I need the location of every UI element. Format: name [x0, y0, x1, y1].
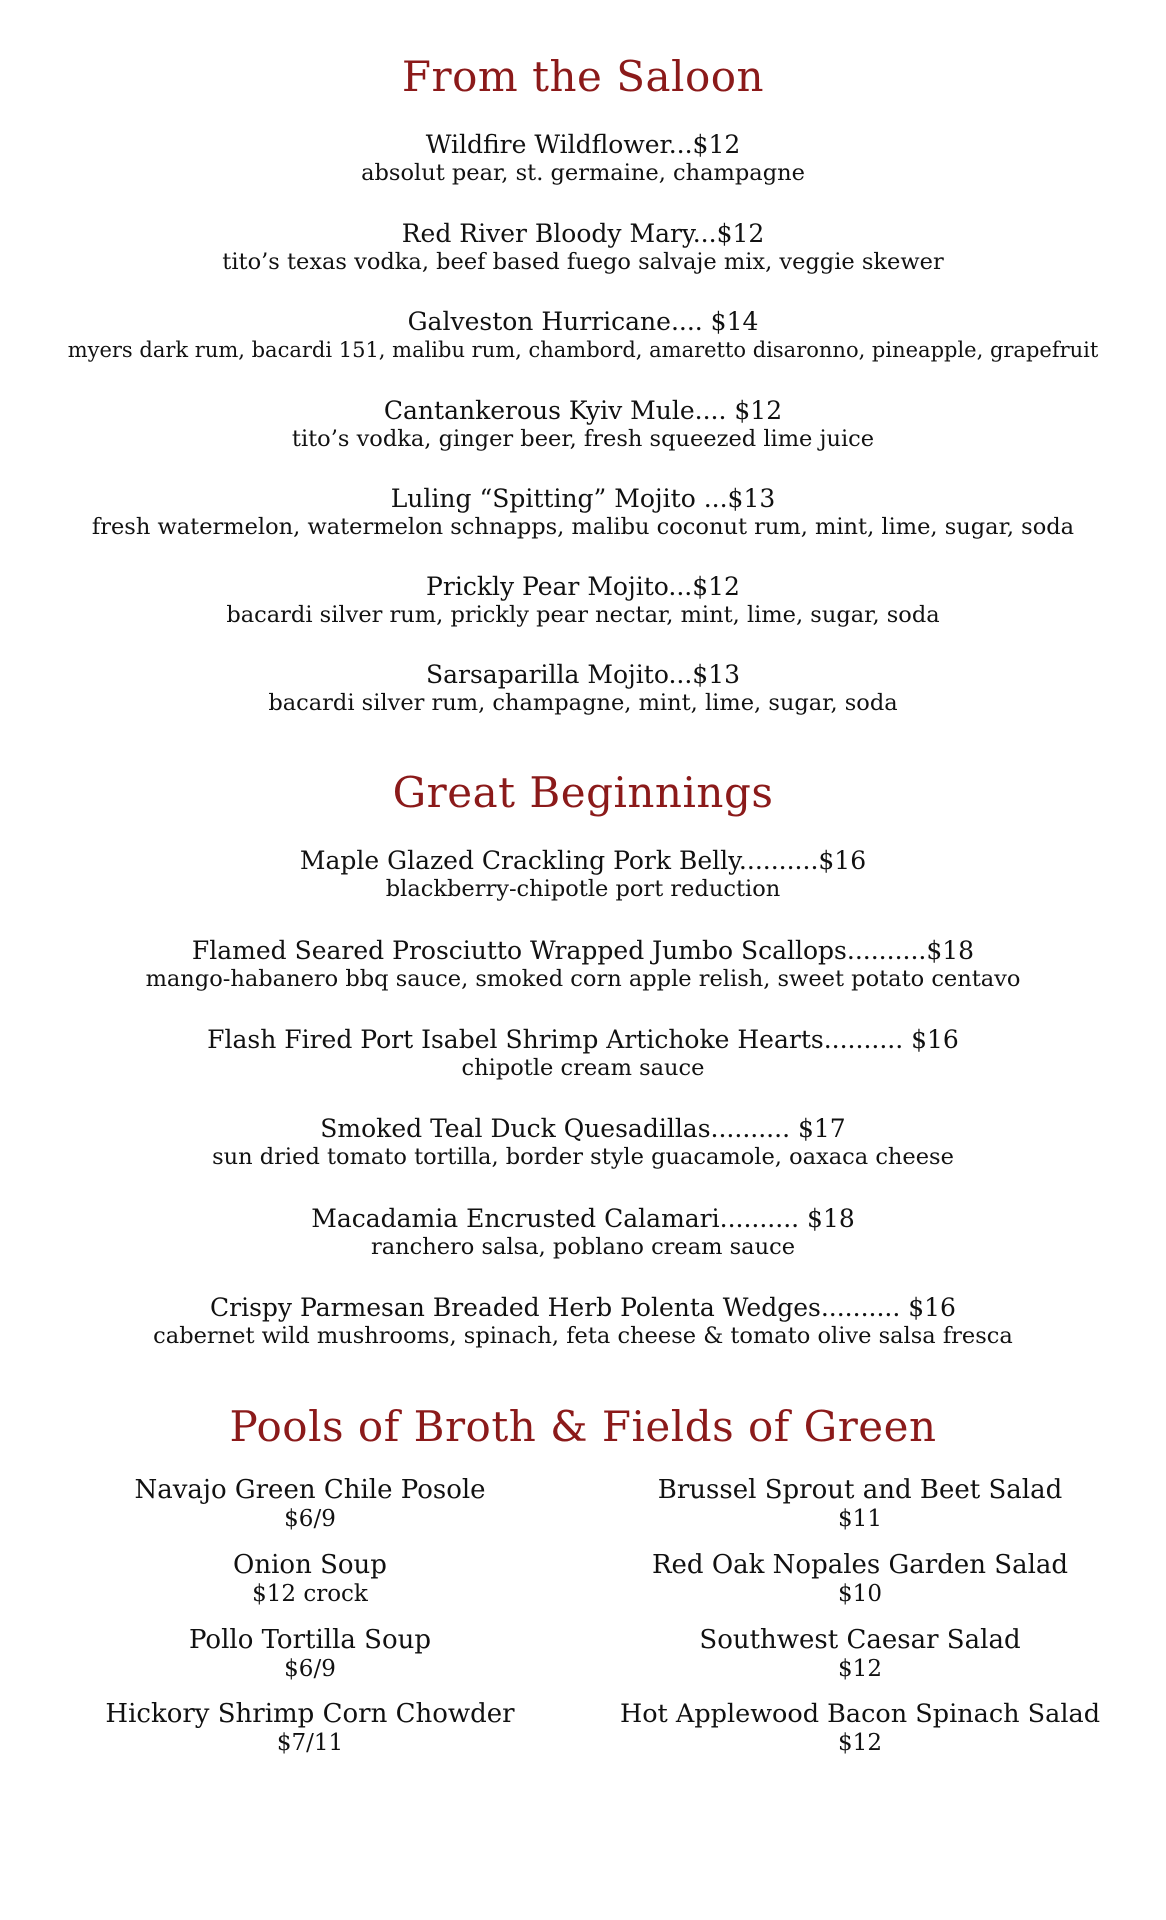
soup-item: [90, 1624, 530, 1682]
item-name: Cantankerous Kyiv Mule.... $12: [383, 396, 783, 425]
item-price: $12: [838, 1656, 882, 1682]
item-description: cabernet wild mushrooms, spinach, feta cheese & tomato olive salsa fresca: [153, 1323, 1013, 1349]
item-name: Crispy Parmesan Breaded Herb Polenta Wedges.......... $16: [210, 1293, 956, 1322]
menu-item: [0, 936, 1166, 993]
item-name: Flamed Seared Prosciutto Wrapped Jumbo Scallops..........$18: [191, 936, 975, 965]
item-name: Pollo Tortilla Soup: [188, 1625, 432, 1655]
item-price: $6/9: [284, 1506, 336, 1532]
menu-item: [0, 307, 1166, 364]
item-description: bacardi silver rum, prickly pear nectar, mint, lime, sugar, soda: [226, 602, 940, 628]
menu-item: [0, 484, 1166, 541]
menu-item: [0, 1293, 1166, 1350]
section-title-beginnings: Great Beginnings: [392, 768, 774, 817]
item-name: Smoked Teal Duck Quesadillas.......... $17: [320, 1114, 846, 1143]
item-description: chipotle cream sauce: [461, 1055, 705, 1081]
item-name: Prickly Pear Mojito...$12: [426, 572, 740, 601]
item-name: Southwest Caesar Salad: [699, 1625, 1021, 1655]
menu-item: [0, 572, 1166, 629]
section-title-saloon: From the Saloon: [401, 52, 765, 101]
item-description: fresh watermelon, watermelon schnapps, malibu coconut rum, mint, lime, sugar, soda: [91, 514, 1075, 540]
item-name: Onion Soup: [233, 1550, 387, 1580]
item-description: blackberry-chipotle port reduction: [385, 876, 781, 902]
item-price: $7/11: [276, 1730, 344, 1756]
item-price: $10: [838, 1581, 882, 1607]
item-description: sun dried tomato tortilla, border style guacamole, oaxaca cheese: [212, 1144, 954, 1170]
item-price: $12 crock: [252, 1581, 368, 1607]
item-name: Luling “Spitting” Mojito ...$13: [390, 484, 776, 513]
item-name: Red Oak Nopales Garden Salad: [651, 1550, 1069, 1580]
menu-item: [0, 1025, 1166, 1082]
salad-item: [610, 1624, 1110, 1682]
salad-item: [610, 1549, 1110, 1607]
item-name: Brussel Sprout and Beet Salad: [657, 1475, 1063, 1505]
menu-item: [0, 1114, 1166, 1171]
soup-item: [90, 1474, 530, 1532]
item-name: Red River Bloody Mary...$12: [401, 219, 765, 248]
item-name: Maple Glazed Crackling Pork Belly..........$16: [299, 846, 867, 875]
item-name: Sarsaparilla Mojito...$13: [425, 660, 741, 689]
item-name: Hickory Shrimp Corn Chowder: [105, 1699, 515, 1729]
item-price: $12: [838, 1730, 882, 1756]
item-price: $11: [838, 1506, 882, 1532]
item-description: mango-habanero bbq sauce, smoked corn apple relish, sweet potato centavo: [145, 966, 1021, 992]
soup-item: [90, 1549, 530, 1607]
item-name: Macadamia Encrusted Calamari.......... $18: [311, 1204, 855, 1233]
item-description: bacardi silver rum, champagne, mint, lime, sugar, soda: [268, 690, 898, 716]
menu-item: [0, 219, 1166, 276]
item-description: tito’s texas vodka, beef based fuego salvaje mix, veggie skewer: [222, 249, 944, 275]
item-name: Wildfire Wildflower...$12: [425, 130, 741, 159]
item-price: $6/9: [284, 1656, 336, 1682]
salad-item: [610, 1698, 1110, 1756]
salad-item: [610, 1474, 1110, 1532]
soup-item: [90, 1698, 530, 1756]
menu-item: [0, 660, 1166, 717]
item-description: myers dark rum, bacardi 151, malibu rum, chambord, amaretto disaronno, pineapple, grapefruit: [67, 338, 1099, 362]
menu-item: [0, 846, 1166, 903]
menu-item: [0, 1204, 1166, 1261]
item-description: absolut pear, st. germaine, champagne: [361, 160, 805, 186]
item-description: ranchero salsa, poblano cream sauce: [370, 1234, 796, 1260]
item-description: tito’s vodka, ginger beer, fresh squeezed lime juice: [291, 426, 875, 452]
menu-item: [0, 396, 1166, 453]
item-name: Hot Applewood Bacon Spinach Salad: [619, 1699, 1101, 1729]
item-name: Galveston Hurricane.... $14: [407, 307, 759, 336]
section-title-broth: Pools of Broth & Fields of Green: [229, 1402, 937, 1451]
menu-item: [0, 130, 1166, 187]
item-name: Flash Fired Port Isabel Shrimp Artichoke Hearts.......... $16: [207, 1025, 959, 1054]
item-name: Navajo Green Chile Posole: [134, 1475, 486, 1505]
